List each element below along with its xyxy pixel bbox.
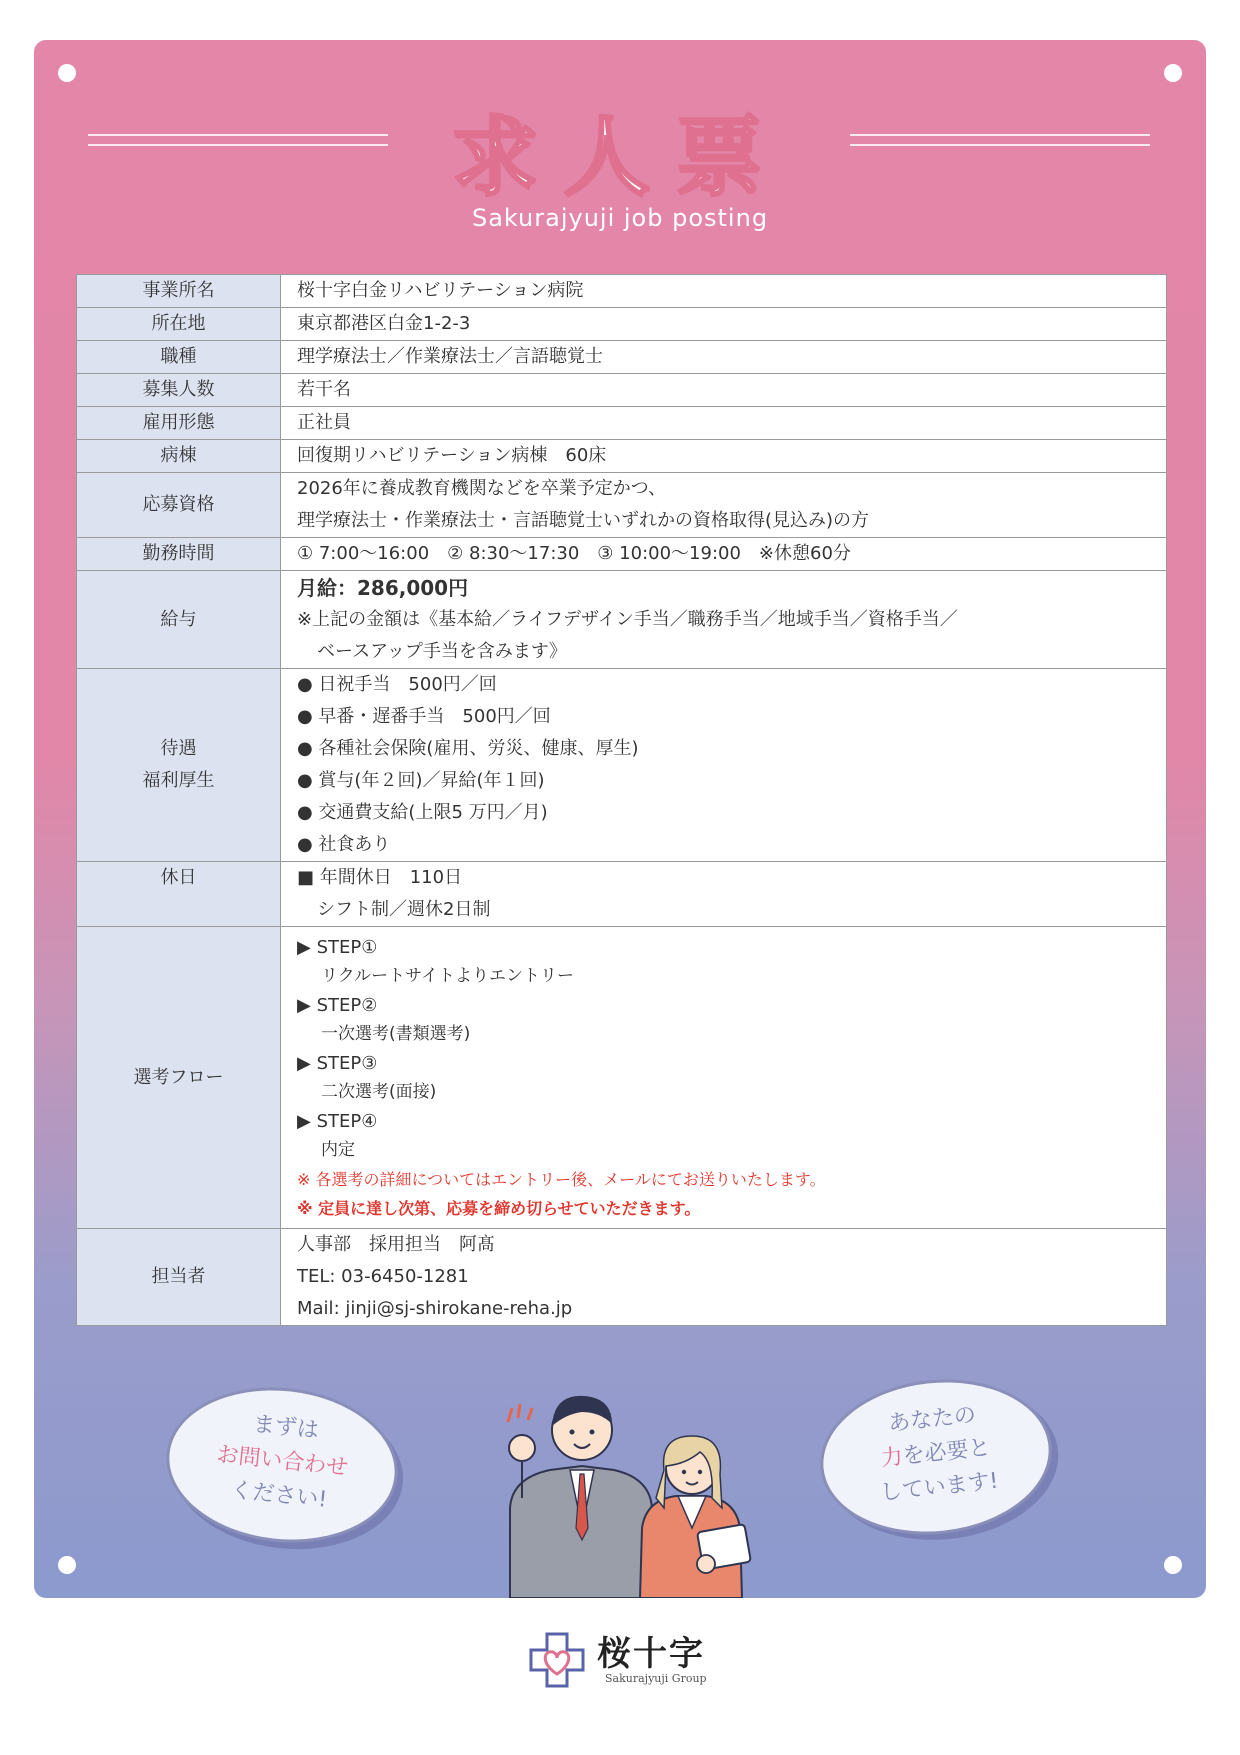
step-desc: 内定 [321, 1139, 355, 1160]
row-salary [77, 571, 1167, 669]
title-deco-line-right [850, 134, 1150, 146]
contact-tel: TEL: 03-6450-1281 [297, 1266, 469, 1287]
label-ward: 病棟 [77, 440, 281, 473]
step-desc: 二次選考(面接) [321, 1081, 437, 1102]
value-hours: ① 7:00～16:00 ② 8:30～17:30 ③ 10:00～19:00 ※休憩60分 [281, 538, 1167, 571]
holidays-line-2: シフト制／週休2日制 [317, 899, 491, 920]
row-qualification [77, 473, 1167, 538]
bubble-right-rest: を必要と [901, 1435, 992, 1470]
row-contact [77, 1229, 1167, 1326]
bubble-left-line-2: お問い合わせ [215, 1442, 350, 1481]
row-holidays [77, 862, 1167, 927]
contact-mail: Mail: jinji@sj-shirokane-reha.jp [297, 1298, 573, 1319]
benefit-item: ● 早番・遅番手当 500円／回 [297, 706, 551, 727]
label-contact: 担当者 [77, 1229, 281, 1326]
step-desc: 一次選考(書類選考) [321, 1023, 471, 1044]
value-location: 東京都港区白金1-2-3 [281, 308, 1167, 341]
page-title: 求人票 [452, 108, 788, 208]
step-title: ▶ STEP③ [297, 1052, 378, 1074]
logo-name: 桜十字 [597, 1634, 705, 1674]
benefit-item: ● 賞与(年２回)／昇給(年１回) [297, 770, 545, 791]
pin-bottom-right [1164, 1556, 1182, 1574]
logo-cross-icon [527, 1630, 587, 1690]
value-ward: 回復期リハビリテーション病棟 60床 [281, 440, 1167, 473]
label-selection: 選考フロー [77, 927, 281, 1229]
benefit-item: ● 日祝手当 500円／回 [297, 674, 497, 695]
step-desc: リクルートサイトよりエントリー [321, 965, 574, 986]
benefit-item: ● 各種社会保険(雇用、労災、健康、厚生) [297, 738, 639, 759]
pin-bottom-left [58, 1556, 76, 1574]
bubble-left-line-1: まずは [251, 1411, 321, 1444]
value-selection [281, 927, 1167, 1229]
value-office: 桜十字白金リハビリテーション病院 [281, 275, 1167, 308]
benefit-item: ● 交通費支給(上限5 万円／月) [297, 802, 548, 823]
value-job-type: 理学療法士／作業療法士／言語聴覚士 [281, 341, 1167, 374]
logo-subtitle: Sakurajyuji Group [605, 1672, 707, 1685]
page-subtitle: Sakurajyuji job posting [471, 204, 769, 232]
label-hours: 勤務時間 [77, 538, 281, 571]
pin-top-right [1164, 64, 1182, 82]
row-office [77, 275, 1167, 308]
benefits-label-2: 福利厚生 [142, 770, 215, 791]
value-holidays [281, 862, 1167, 927]
value-salary [281, 571, 1167, 669]
salary-note-1: ※上記の金額は《基本給／ライフデザイン手当／職務手当／地域手当／資格手当／ [297, 608, 958, 630]
label-office: 事業所名 [77, 275, 281, 308]
salary-main: 月給：286,000円 [297, 575, 469, 600]
bubble-right-line-3: しています! [878, 1468, 1000, 1506]
row-ward [77, 440, 1167, 473]
row-employment [77, 407, 1167, 440]
row-selection [77, 927, 1167, 1229]
value-qualification [281, 473, 1167, 538]
label-holidays: 休日 [77, 862, 281, 927]
label-job-type: 職種 [77, 341, 281, 374]
salary-note-2: ベースアップ手当を含みます》 [317, 640, 567, 662]
holidays-line-1: ■ 年間休日 110日 [297, 867, 463, 888]
benefit-item: ● 社食あり [297, 834, 391, 855]
row-openings [77, 374, 1167, 407]
selection-note-2: ※ 定員に達し次第、応募を締め切らせていただきます。 [297, 1198, 701, 1218]
label-location: 所在地 [77, 308, 281, 341]
row-job-type [77, 341, 1167, 374]
qualification-line-2: 理学療法士・作業療法士・言語聴覚士いずれかの資格取得(見込み)の方 [297, 510, 870, 531]
contact-person: 人事部 採用担当 阿髙 [297, 1234, 495, 1255]
selection-note-1: ※ 各選考の詳細についてはエントリー後、メールにてお送りいたします。 [297, 1169, 826, 1189]
benefits-label-1: 待遇 [160, 738, 197, 759]
label-salary: 給与 [77, 571, 281, 669]
step-title: ▶ STEP② [297, 994, 378, 1016]
qualification-line-1: 2026年に養成教育機関などを卒業予定かつ、 [297, 478, 667, 499]
bubble-right-line-1: あなたの [886, 1402, 978, 1437]
value-benefits [281, 669, 1167, 862]
step-title: ▶ STEP① [297, 936, 378, 958]
logo [527, 1630, 727, 1690]
value-openings: 若干名 [281, 374, 1167, 407]
label-openings: 募集人数 [77, 374, 281, 407]
row-benefits [77, 669, 1167, 862]
step-title: ▶ STEP④ [297, 1110, 378, 1132]
bubble-left-line-3: ください! [229, 1477, 329, 1513]
row-hours [77, 538, 1167, 571]
title-deco-line-left [88, 134, 388, 146]
job-info-table [76, 274, 1167, 1326]
label-benefits [77, 669, 281, 862]
bubble-right-accent: 力 [879, 1444, 905, 1472]
pin-top-left [58, 64, 76, 82]
row-location [77, 308, 1167, 341]
label-employment: 雇用形態 [77, 407, 281, 440]
value-contact [281, 1229, 1167, 1326]
value-employment: 正社員 [281, 407, 1167, 440]
staff-illustration [500, 1378, 770, 1598]
label-qualification: 応募資格 [77, 473, 281, 538]
